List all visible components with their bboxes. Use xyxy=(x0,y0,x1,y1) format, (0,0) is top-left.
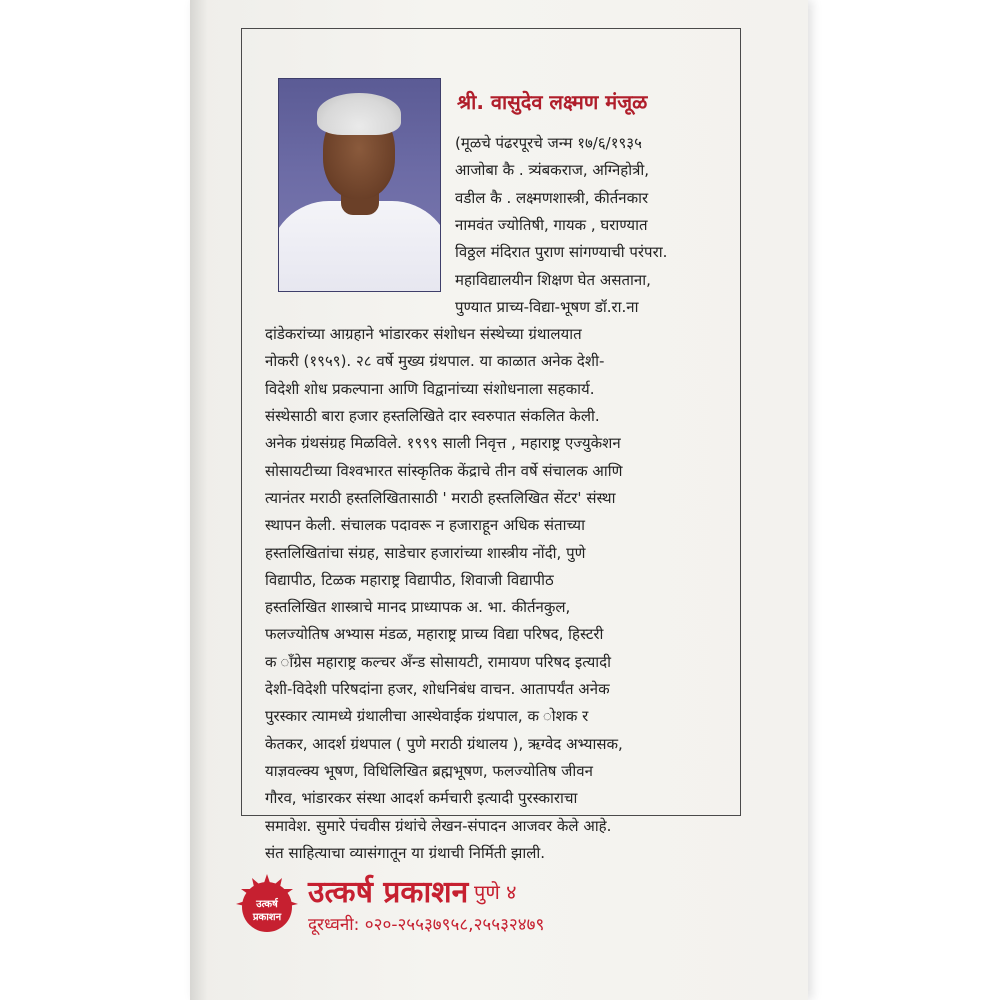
bio-line: विद्यापीठ, टिळक महाराष्ट्र विद्यापीठ, शिवाजी विद्यापीठ xyxy=(265,570,554,589)
bio-line: संस्थेसाठी बारा हजार हस्तलिखिते दार स्वरुपात संकलित केली. xyxy=(265,407,600,425)
author-name: श्री. वासुदेव लक्ष्मण मंजूळ xyxy=(457,90,648,114)
bio-line: क ाँग्रेस महाराष्ट्र कल्चर अँन्ड सोसायटी, रामायण परिषद इत्यादी xyxy=(265,652,612,671)
bio-line: केतकर, आदर्श ग्रंथपाल ( पुणे मराठी ग्रंथालय ), ऋग्वेद अभ्यासक, xyxy=(265,734,623,753)
bio-line: हस्तलिखित शास्त्राचे मानद प्राध्यापक अ. भा. कीर्तनकुल, xyxy=(265,598,571,617)
bio-line: दांडेकरांच्या आग्रहाने भांडारकर संशोधन संस्थेच्या ग्रंथालयात xyxy=(265,325,582,344)
bio-line: अनेक ग्रंथसंग्रह मिळविले. १९९९ साली निवृत्त , महाराष्ट्र एज्युकेशन xyxy=(265,434,621,453)
bio-line: महाविद्यालयीन शिक्षण घेत असताना, xyxy=(455,270,651,289)
publisher-phone: दूरध्वनी: ०२०-२५५३७९५८,२५५३२४७९ xyxy=(308,915,545,935)
bio-line: (मूळचे पंढरपूरचे जन्म १७/६/१९३५ xyxy=(455,134,642,152)
bio-line: सोसायटीच्या विश्वभारत सांस्कृतिक केंद्राचे तीन वर्षे संचालक आणि xyxy=(265,461,623,480)
bio-line: विठ्ठल मंदिरात पुराण सांगण्याची परंपरा. xyxy=(455,243,668,262)
bio-line: याज्ञवल्क्य भूषण, विधिलिखित ब्रह्मभूषण, फलज्योतिष जीवन xyxy=(265,761,593,780)
bio-line: संत साहित्याचा व्यासंगातून या ग्रंथाची निर्मिती झाली. xyxy=(265,843,546,862)
logo-text-line1: उत्कर्ष xyxy=(256,899,278,910)
bio-line: हस्तलिखितांचा संग्रह, साडेचार हजारांच्या शास्त्रीय नोंदी, पुणे xyxy=(265,543,586,562)
publisher-city: पुणे ४ xyxy=(474,880,517,904)
bio-line: नामवंत ज्योतिषी, गायक , घराण्यात xyxy=(455,215,648,234)
publisher-name: उत्कर्ष प्रकाशन xyxy=(308,875,469,910)
bio-line: नोकरी (१९५९). २८ वर्षे मुख्य ग्रंथपाल. या काळात अनेक देशी- xyxy=(265,352,605,371)
bio-line: फलज्योतिष अभ्यास मंडळ, महाराष्ट्र प्राच्य विद्या परिषद, हिस्टरी xyxy=(265,625,604,644)
bio-line: गौरव, भांडारकर संस्था आदर्श कर्मचारी इत्यादी पुरस्काराचा xyxy=(265,789,578,808)
bio-line: वडील कै . लक्ष्मणशास्त्री, कीर्तनकार xyxy=(455,188,649,207)
author-photo xyxy=(278,78,441,292)
bio-line: समावेश. सुमारे पंचवीस ग्रंथांचे लेखन-संपादन आजवर केले आहे. xyxy=(265,816,612,835)
bio-line: आजोबा कै . त्र्यंबकराज, अग्निहोत्री, xyxy=(455,161,650,180)
bio-line: देशी-विदेशी परिषदांना हजर, शोधनिबंध वाचन. आतापर्यंत अनेक xyxy=(265,680,610,698)
logo-text-line2: प्रकाशन xyxy=(252,912,282,923)
bio-line: पुण्यात प्राच्य-विद्या-भूषण डॉ.रा.ना xyxy=(455,297,639,316)
bio-line: स्थापन केली. संचालक पदावरू न हजाराहून अधिक संताच्या xyxy=(265,516,585,535)
bio-line: विदेशी शोध प्रकल्पाना आणि विद्वानांच्या संशोधनाला सहकार्य. xyxy=(265,379,595,398)
bio-line: त्यानंतर मराठी हस्तलिखितासाठी ' मराठी हस्तलिखित सेंटर' संस्था xyxy=(265,488,616,507)
spine-shadow xyxy=(190,0,208,1000)
publisher-logo xyxy=(236,874,298,936)
bio-line: पुरस्कार त्यामध्ये ग्रंथालीचा आस्थेवाईक ग्रंथपाल, क ोशक र xyxy=(265,707,589,726)
